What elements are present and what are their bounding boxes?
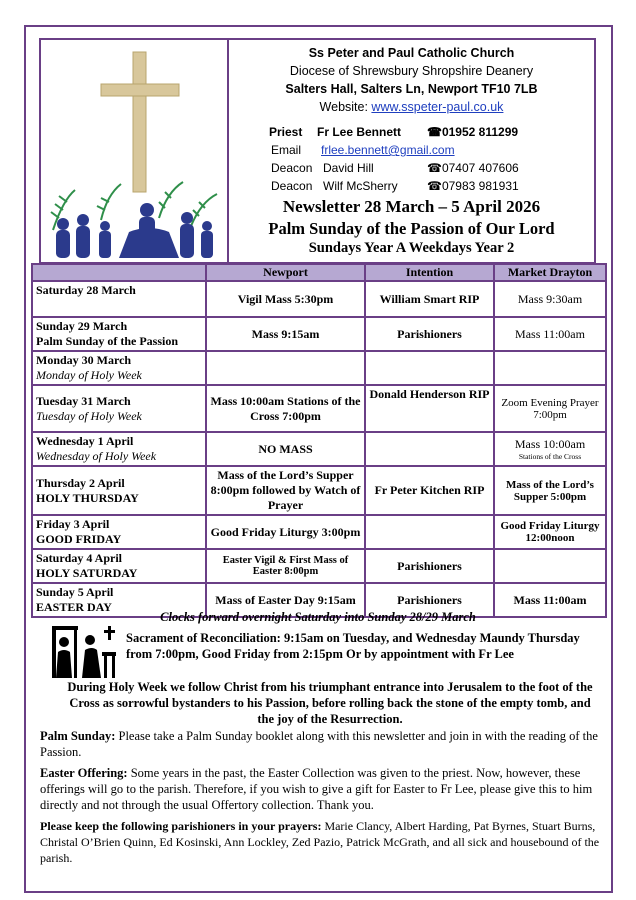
table-row xyxy=(32,317,606,351)
table-row xyxy=(32,466,606,515)
drayton-cell: Zoom Evening Prayer 7:00pm xyxy=(494,385,606,432)
day-cell: Thursday 2 April HOLY THURSDAY xyxy=(32,466,206,515)
diocese: Diocese of Shrewsbury Shropshire Deanery xyxy=(289,64,534,78)
contact-role: Deacon xyxy=(271,179,313,193)
intention-cell xyxy=(365,351,494,385)
table-header: Newport xyxy=(206,264,365,281)
liturgical-years: Sundays Year A Weekdays Year 2 xyxy=(308,240,515,256)
day-cell: Monday 30 March Monday of Holy Week xyxy=(32,351,206,385)
intention-cell: Parishioners xyxy=(365,549,494,583)
intention-cell: Parishioners xyxy=(365,583,494,617)
intention-cell: William Smart RIP xyxy=(365,281,494,317)
day-cell: Friday 3 April GOOD FRIDAY xyxy=(32,515,206,549)
email-link[interactable]: frlee.bennett@gmail.com xyxy=(321,143,455,157)
phone-icon: ☎ xyxy=(427,161,442,175)
reconciliation-text: Sacrament of Reconciliation: 9:15am on Tuesday, and Wednesday Maundy Thursday from 7:00pm, Good Friday from 2:15pm Or by appointment with Fr Lee xyxy=(126,631,580,661)
table-row xyxy=(32,549,606,583)
drayton-cell: Mass of the Lord’s Supper 5:00pm xyxy=(494,466,606,515)
newport-cell: Good Friday Liturgy 3:00pm xyxy=(206,515,365,549)
drayton-cell xyxy=(494,351,606,385)
day-cell: Sunday 29 March Palm Sunday of the Passion xyxy=(32,317,206,351)
easter-offering-paragraph xyxy=(40,765,600,813)
phone-icon: ☎ xyxy=(427,125,442,139)
schedule-table xyxy=(31,263,607,618)
newport-cell: Mass 9:15am xyxy=(206,317,365,351)
address: Salters Hall, Salters Ln, Newport TF10 7LB xyxy=(285,82,538,96)
table-row xyxy=(32,385,606,432)
table-row xyxy=(32,281,606,317)
feast-title: Palm Sunday of the Passion of Our Lord xyxy=(268,219,555,238)
holy-week-text: During Holy Week we follow Christ from his triumphant entrance into Jerusalem to the foot of the Cross as sorrowful bystanders to his Passion, before rolling back the stone of the empty tomb, and the joy of the Resurrection. xyxy=(67,680,593,726)
intention-cell: Parishioners xyxy=(365,317,494,351)
contact-phone: ☎01952 811299 xyxy=(427,125,519,139)
table-row xyxy=(32,515,606,549)
newport-cell: Mass of the Lord’s Supper 8:00pm followed by Watch of Prayer xyxy=(206,466,365,515)
table-row xyxy=(32,432,606,466)
newport-cell: Mass of Easter Day 9:15am xyxy=(206,583,365,617)
church-name: Ss Peter and Paul Catholic Church xyxy=(308,46,515,60)
table-header: Intention xyxy=(365,264,494,281)
drayton-cell-note: Stations of the Cross xyxy=(518,452,582,461)
day-cell: Tuesday 31 March Tuesday of Holy Week xyxy=(32,385,206,432)
header-text xyxy=(229,40,594,262)
drayton-cell xyxy=(494,549,606,583)
day-cell: Saturday 4 April HOLY SATURDAY xyxy=(32,549,206,583)
newsletter-title: Newsletter 28 March – 5 April 2026 xyxy=(282,197,541,216)
table-header xyxy=(32,264,206,281)
header-box xyxy=(39,38,596,264)
table-header: Market Drayton xyxy=(494,264,606,281)
drayton-cell: Mass 9:30am xyxy=(494,281,606,317)
drayton-cell: Good Friday Liturgy 12:00noon xyxy=(494,515,606,549)
phone-icon: ☎ xyxy=(427,179,442,193)
prayers-paragraph xyxy=(40,818,600,866)
website-line xyxy=(229,98,594,116)
intention-cell: Donald Henderson RIP xyxy=(365,385,494,432)
paragraph-text: Some years in the past, the Easter Collection was given to the priest. Now, however, these offerings will go to the parish. Therefore, if you wish to give a gift for Easter to Fr Lee, please give this to him directly and not through the usual Offertory collection. Thank you. xyxy=(40,766,593,812)
website-label: Website: xyxy=(319,100,372,114)
palm-sunday-image xyxy=(41,40,229,262)
palm-sunday-paragraph xyxy=(40,728,600,760)
clocks-notice: Clocks forward overnight Saturday into Sunday 28/29 March xyxy=(160,610,476,624)
newport-cell: Mass 10:00am Stations of the Cross 7:00pm xyxy=(206,385,365,432)
paragraph-label: Easter Offering: xyxy=(40,766,128,780)
intention-cell: Fr Peter Kitchen RIP xyxy=(365,466,494,515)
contact-name: David Hill xyxy=(323,161,374,175)
table-row xyxy=(32,351,606,385)
paragraph-text: Please take a Palm Sunday booklet along with this newsletter and join in with the reading of the Passion. xyxy=(40,729,598,759)
drayton-cell: Mass 10:00am Stations of the Cross xyxy=(494,432,606,466)
contact-phone: ☎07983 981931 xyxy=(427,179,519,193)
paragraph-label: Palm Sunday: xyxy=(40,729,116,743)
day-cell: Saturday 28 March xyxy=(32,281,206,317)
newport-cell xyxy=(206,351,365,385)
paragraph-text: Marie Clancy, Albert Harding, Pat Byrnes, Stuart Burns, Christal O’Brien Quinn, Ed Kosinski, Ann Lockley, Zed Pazio, Patrick McGrath, and all sick and housebound of the parish. xyxy=(40,819,600,865)
contact-role: Email xyxy=(271,143,302,157)
contact-name: Fr Lee Bennett xyxy=(317,125,402,139)
intention-cell xyxy=(365,432,494,466)
website-link[interactable]: www.sspeter-paul.co.uk xyxy=(371,100,504,114)
newport-cell: Vigil Mass 5:30pm xyxy=(206,281,365,317)
paragraph-label: Please keep the following parishioners in your prayers: xyxy=(40,819,322,833)
contact-role: Priest xyxy=(269,125,303,139)
newport-cell: NO MASS xyxy=(206,432,365,466)
day-cell: Sunday 5 April EASTER DAY xyxy=(32,583,206,617)
newport-cell: Easter Vigil & First Mass of Easter 8:00pm xyxy=(206,549,365,583)
table-header-row xyxy=(32,264,606,281)
intention-cell xyxy=(365,515,494,549)
contact-name: Wilf McSherry xyxy=(323,179,398,193)
drayton-cell: Mass 11:00am xyxy=(494,583,606,617)
contact-role: Deacon xyxy=(271,161,313,175)
drayton-cell: Mass 11:00am xyxy=(494,317,606,351)
confession-icon xyxy=(50,622,120,682)
contact-phone: ☎07407 407606 xyxy=(427,161,519,175)
day-cell: Wednesday 1 April Wednesday of Holy Week xyxy=(32,432,206,466)
